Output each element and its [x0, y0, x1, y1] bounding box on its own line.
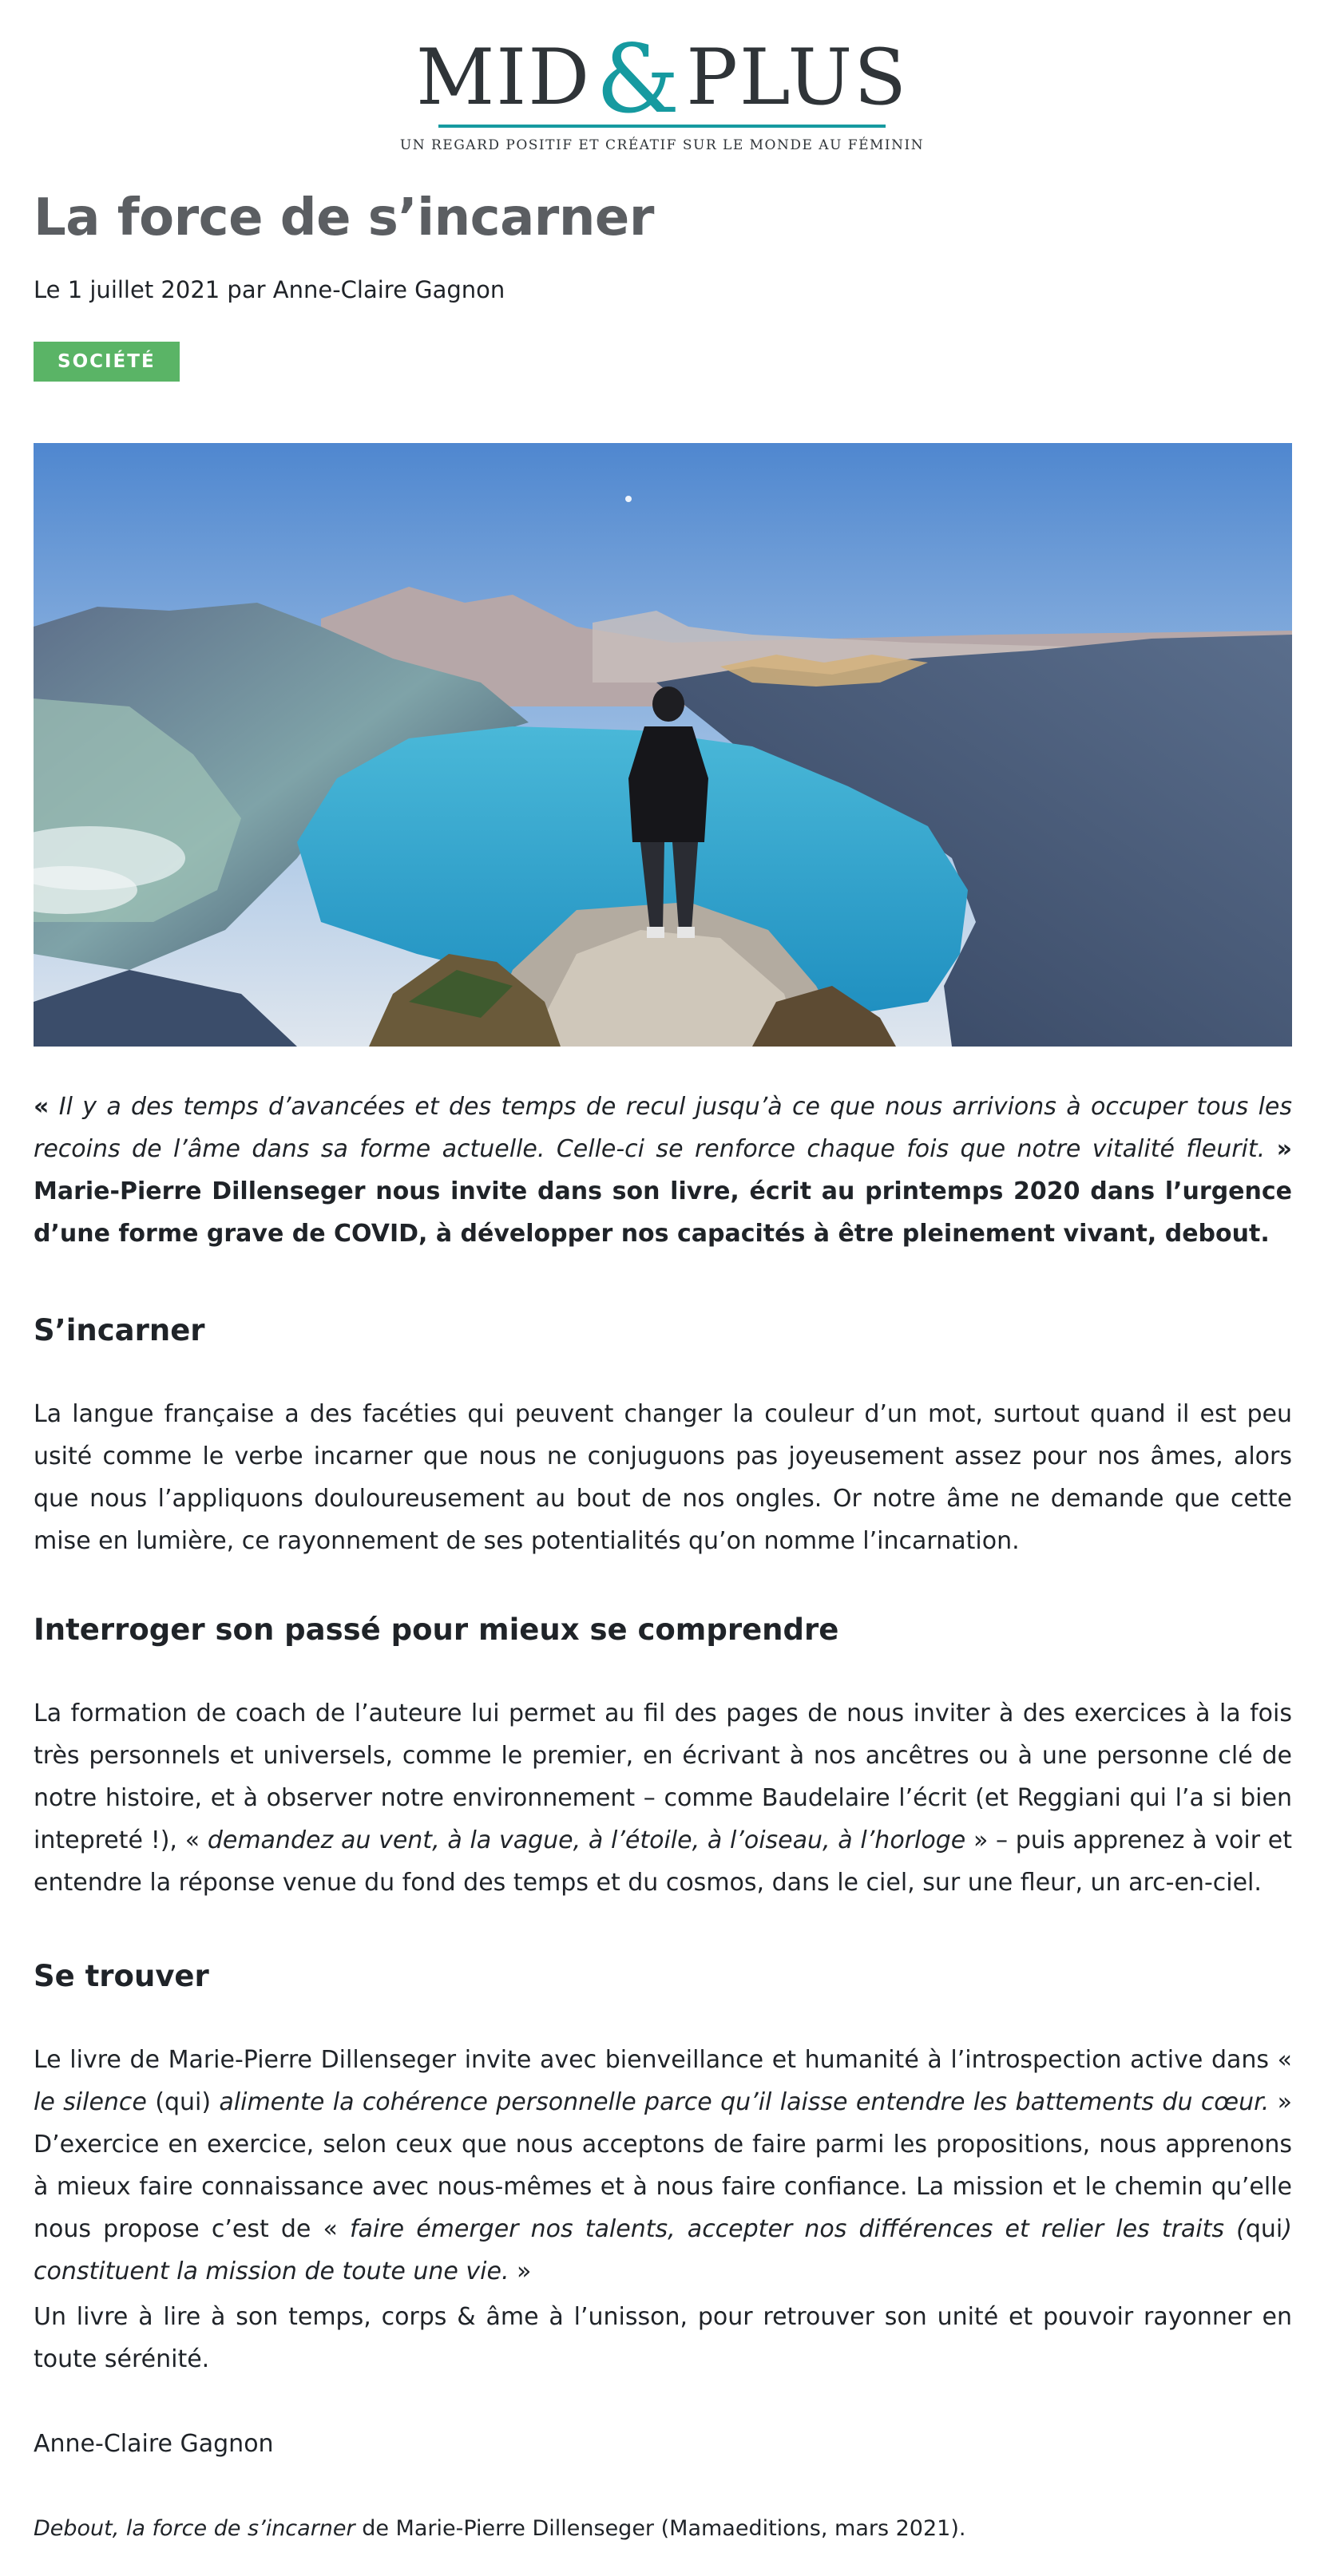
closing-paragraph: Un livre à lire à son temps, corps & âme à l’unisson, pour retrouver son unité et pouvoir rayonner en toute sérénité. — [34, 2303, 1292, 2373]
trouver-quote-silence: le silence — [34, 2088, 147, 2116]
section-heading-interroger: Interroger son passé pour mieux se comprendre — [34, 1612, 839, 1647]
author-signature: Anne-Claire Gagnon — [34, 2430, 274, 2458]
article-title: La force de s’incarner — [34, 188, 654, 247]
section-heading-sincarner: S’incarner — [34, 1313, 205, 1347]
category-badge[interactable]: SOCIÉTÉ — [34, 342, 180, 382]
trouver-quote-talents: faire émerger nos talents, accepter nos différences et relier les traits ( — [350, 2215, 1246, 2243]
lead-quote: Il y a des temps d’avancées et des temps de recul jusqu’à ce que nous arrivions à occuper tous les recoins de l’âme dans sa forme actuelle. Celle-ci se renforce chaque fois que notre vitalité fleurit. — [34, 1093, 1292, 1163]
trouver-text-e: » D’exercice en exercice, selon ceux que nous acceptons de faire parmi les propositions, nous apprenons à mieux faire connaissance avec nous-mêmes et à nous faire confiance. La mission et le chemin qu’elle nous propose c’est de « — [34, 2088, 1292, 2243]
section-paragraph-interroger — [34, 1692, 1292, 1904]
logo-plus: PLUS — [686, 33, 908, 122]
lead-quote-close: » — [1276, 1135, 1292, 1163]
book-title: Debout, la force de s’incarner — [34, 2516, 355, 2541]
lead-quote-open: « — [34, 1093, 50, 1121]
book-reference — [34, 2516, 1292, 2541]
trouver-quote-mission: ) constituent la mission de toute une vie. — [34, 2215, 1292, 2285]
trouver-text-a: Le livre de Marie-Pierre Dillenseger invite avec bienveillance et humanité à l’introspection active dans « — [34, 2046, 1292, 2074]
section-paragraph-se-trouver — [34, 2039, 1292, 2293]
lead-summary: Marie-Pierre Dillenseger nous invite dans son livre, écrit au printemps 2020 dans l’urgence d’une forme grave de COVID, à développer nos capacités à être pleinement vivant, debout. — [34, 1177, 1292, 1248]
trouver-quote-coherence: alimente la cohérence personnelle parce qu’il laisse entendre les battements du cœur. — [219, 2088, 1270, 2116]
section-heading-se-trouver: Se trouver — [34, 1959, 209, 1993]
trouver-text-i: » — [509, 2257, 532, 2285]
logo-ampersand: & — [596, 24, 682, 134]
site-logo[interactable] — [0, 24, 1324, 153]
hero-image — [34, 443, 1292, 1047]
logo-wordmark[interactable] — [416, 24, 908, 134]
article-lead — [34, 1086, 1292, 1255]
logo-mid: MID — [416, 33, 592, 122]
crater-lake-illustration — [34, 443, 1292, 1047]
trouver-text-c: (qui) — [146, 2088, 220, 2116]
trouver-text-qui: qui — [1245, 2215, 1283, 2243]
interroger-baudelaire-quote: demandez au vent, à la vague, à l’étoile, à l’oiseau, à l’horloge — [207, 1826, 966, 1854]
interroger-text-a: La formation de coach de l’auteure lui permet au fil des pages de nous inviter à des exercices à la fois très personnels et universels, comme le premier, en écrivant à nos ancêtres ou à une personne clé de notre histoire, et à observer notre environnement – comme Baudelaire l’écrit (et Reggiani qui l’a si bien intepreté !), « — [34, 1700, 1292, 1854]
article-meta: Le 1 juillet 2021 par Anne-Claire Gagnon — [34, 276, 505, 303]
section-paragraph-sincarner: La langue française a des facéties qui peuvent changer la couleur d’un mot, surtout quand il est peu usité comme le verbe incarner que nous ne conjuguons pas joyeusement assez pour nos âmes, alors que nous l’appliquons douloureusement au bout de nos ongles. Or notre âme ne demande que cette mise en lumière, ce rayonnement de ses potentialités qu’on nomme l’incarnation. — [34, 1400, 1292, 1555]
logo-tagline: UN REGARD POSITIF ET CRÉATIF SUR LE MONDE AU FÉMININ — [399, 137, 925, 153]
interroger-text-c: » – puis apprenez à voir et entendre la réponse venue du fond des temps et du cosmos, dans le ciel, sur une fleur, un arc-en-ciel. — [34, 1826, 1292, 1897]
book-details: de Marie-Pierre Dillenseger (Mamaeditions, mars 2021). — [355, 2516, 966, 2541]
